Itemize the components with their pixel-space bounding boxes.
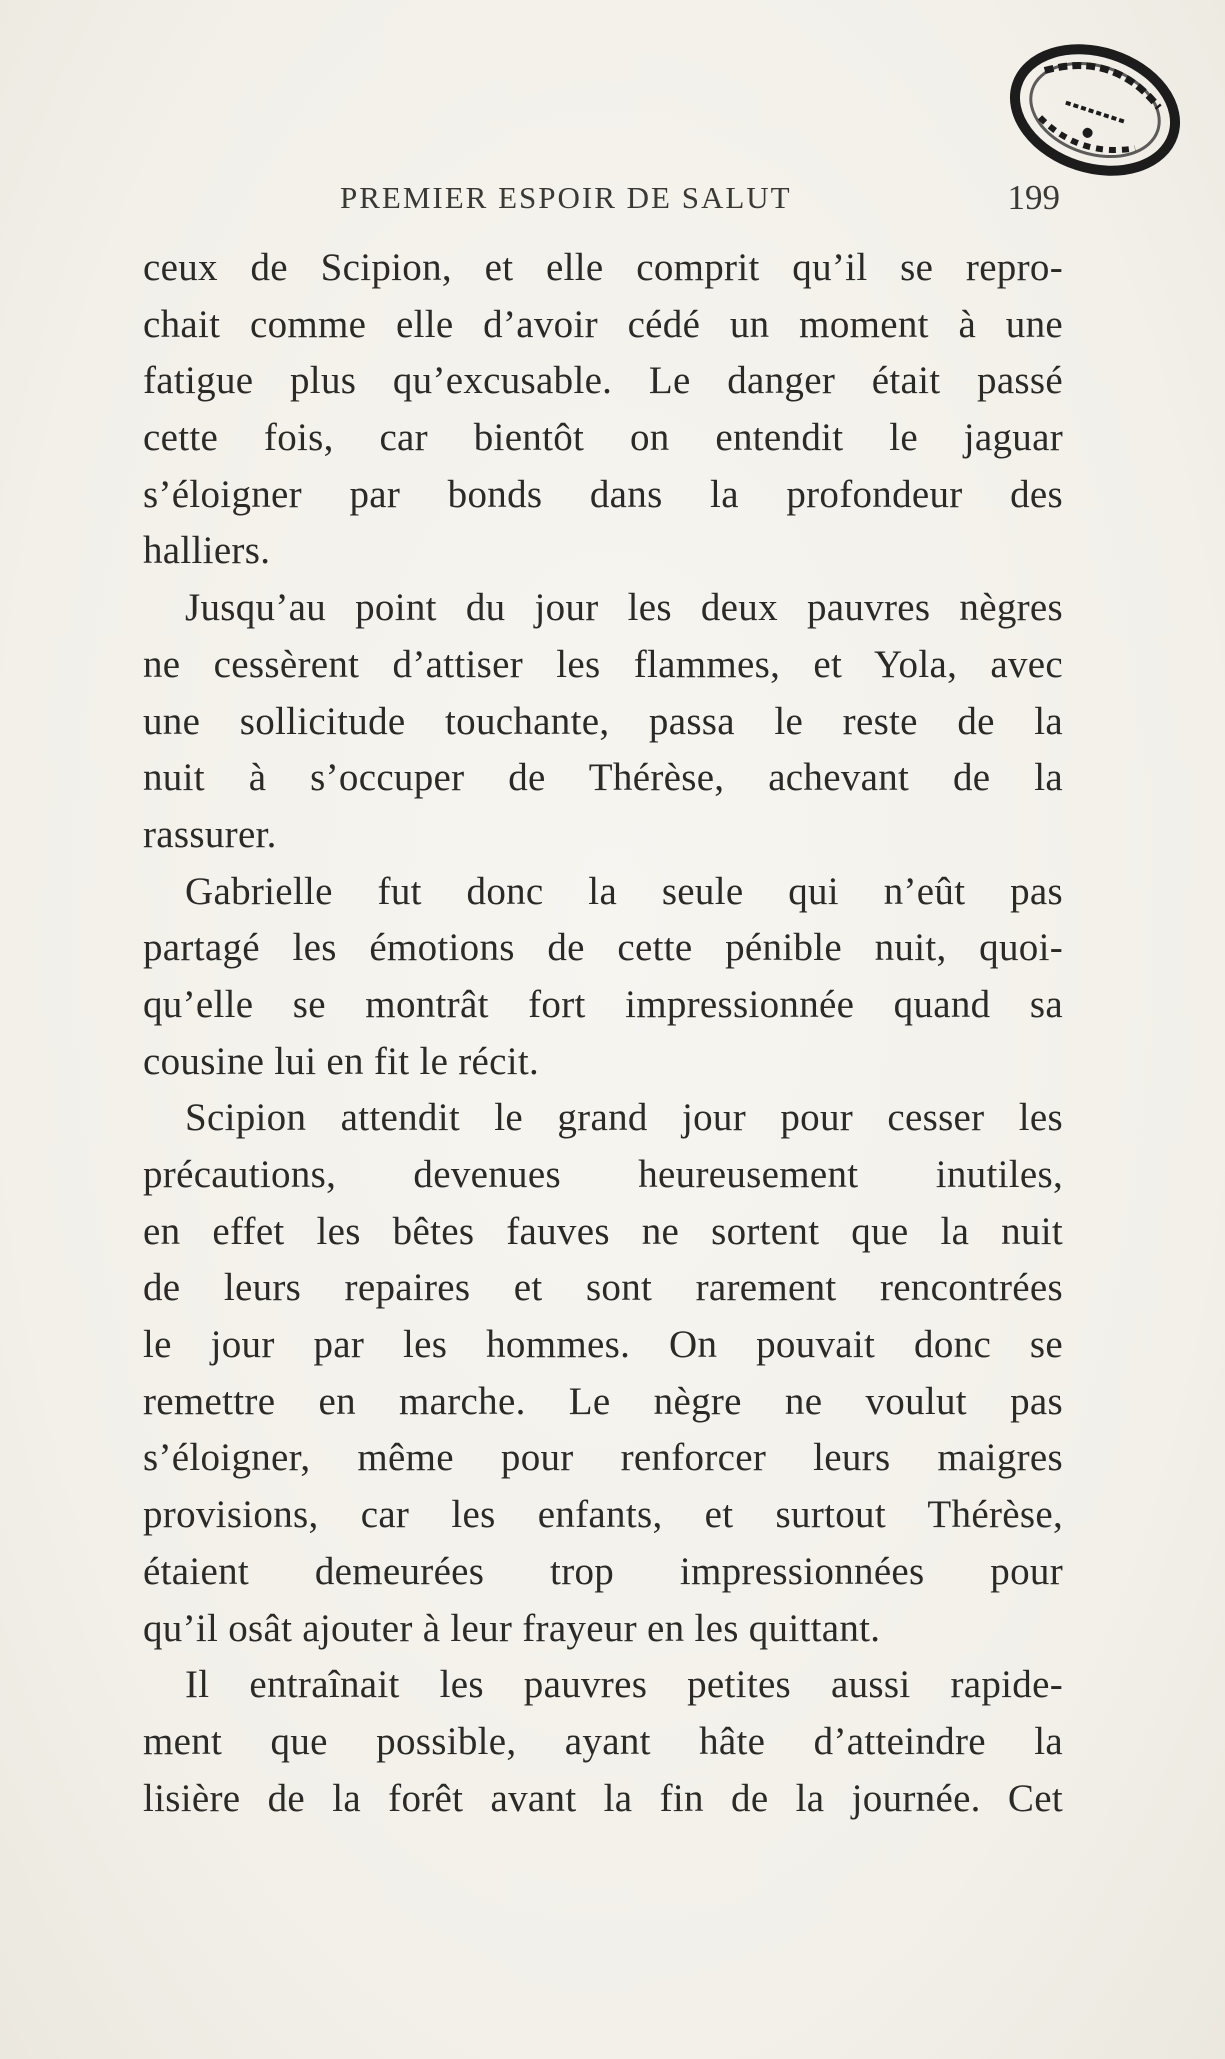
running-title: PREMIER ESPOIR DE SALUT <box>340 180 792 215</box>
text-line: nuit à s’occuper de Thérèse, achevant de la <box>143 756 1063 800</box>
text-line: en effet les bêtes fauves ne sortent que la nuit <box>143 1209 1063 1253</box>
text-line: Scipion attendit le grand jour pour cesser les <box>185 1096 1063 1140</box>
page-number: 199 <box>1007 178 1060 217</box>
text-line: s’éloigner, même pour renforcer leurs maigres <box>143 1436 1063 1480</box>
text-line: précautions, devenues heureusement inutiles, <box>143 1153 1063 1196</box>
text-line: une sollicitude touchante, passa le reste de la <box>143 699 1063 743</box>
text-line: lisière de la forêt avant la fin de la journée. Cet <box>143 1776 1063 1820</box>
text-line: remettre en marche. Le nègre ne voulut pas <box>143 1379 1063 1423</box>
text-line: Il entraînait les pauvres petites aussi rapide- <box>185 1663 1063 1707</box>
text-line: provisions, car les enfants, et surtout Thérèse, <box>143 1493 1063 1537</box>
text-line: qu’elle se montrât fort impressionnée quand sa <box>143 982 1063 1026</box>
text-line: ceux de Scipion, et elle comprit qu’il se repro- <box>143 246 1063 289</box>
text-line: qu’il osât ajouter à leur frayeur en les quittant. <box>143 1606 881 1650</box>
text-line: le jour par les hommes. On pouvait donc se <box>143 1323 1063 1367</box>
text-line: de leurs repaires et sont rarement rencontrées <box>143 1266 1063 1310</box>
body-text <box>143 240 1063 1827</box>
running-head <box>340 180 1060 226</box>
text-line: Gabrielle fut donc la seule qui n’eût pas <box>185 869 1063 913</box>
text-line: fatigue plus qu’excusable. Le danger était passé <box>143 359 1063 403</box>
text-line: s’éloigner par bonds dans la profondeur des <box>143 472 1063 516</box>
text-line: ment que possible, ayant hâte d’atteindre la <box>143 1719 1063 1763</box>
text-line: chait comme elle d’avoir cédé un moment à une <box>143 302 1063 346</box>
text-line: partagé les émotions de cette pénible nuit, quoi- <box>143 926 1063 970</box>
text-line: rassurer. <box>143 812 277 856</box>
text-line: ne cessèrent d’attiser les flammes, et Yola, avec <box>143 642 1063 686</box>
text-line: cousine lui en fit le récit. <box>143 1039 540 1083</box>
text-line: étaient demeurées trop impressionnées pour <box>143 1549 1063 1593</box>
library-stamp-icon <box>995 28 1195 193</box>
text-line: halliers. <box>143 529 271 573</box>
text-line: cette fois, car bientôt on entendit le jaguar <box>143 416 1063 460</box>
text-line: Jusqu’au point du jour les deux pauvres nègres <box>185 586 1063 630</box>
